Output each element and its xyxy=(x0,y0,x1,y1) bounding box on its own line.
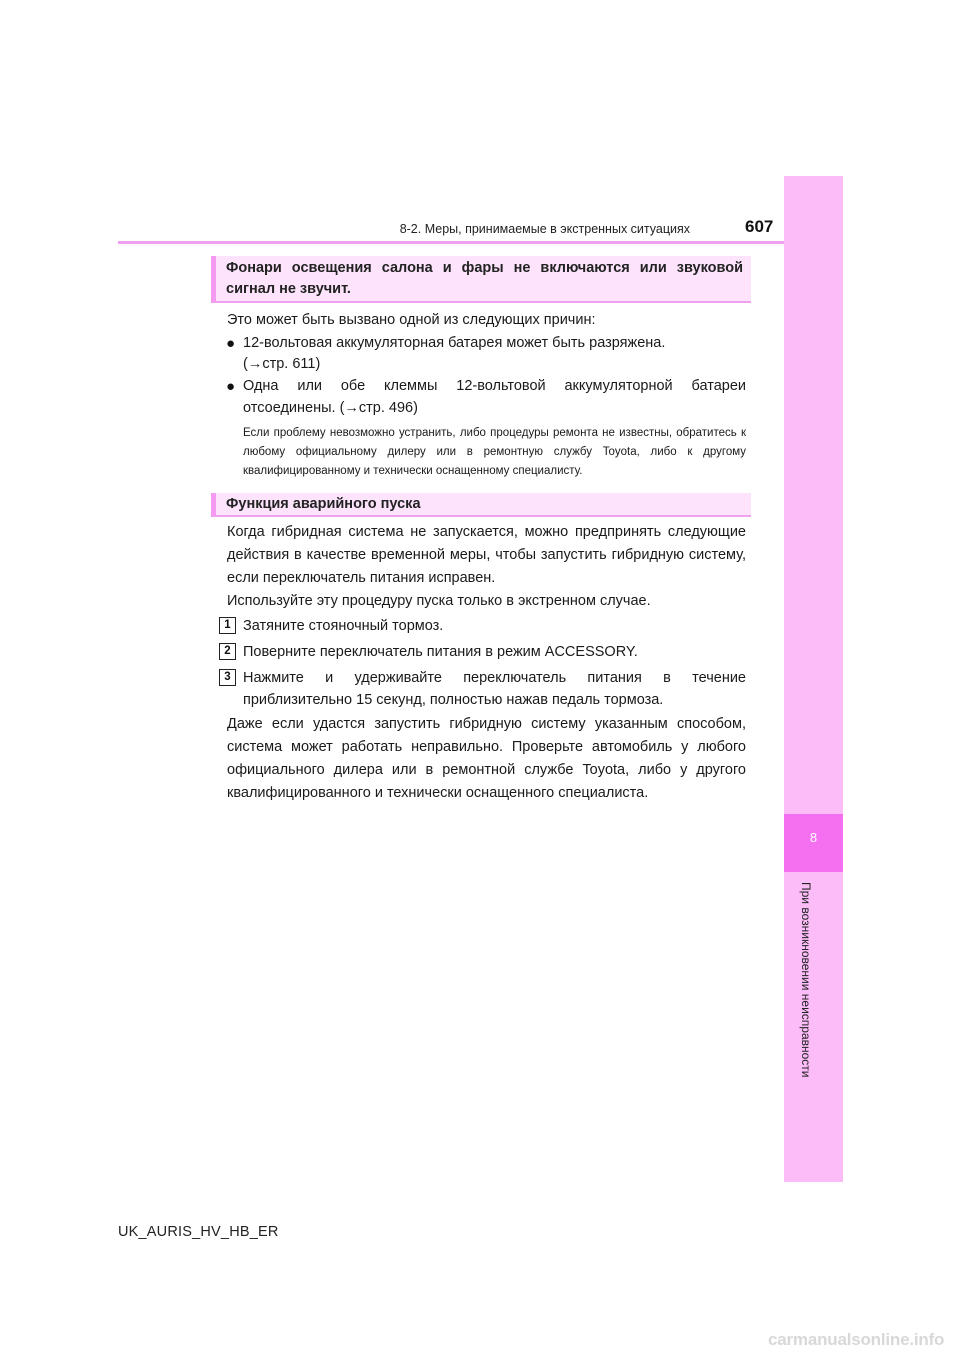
chapter-side-tab xyxy=(784,176,843,1182)
section2-intro: Когда гибридная система не запускается, можно предпринять следующие действия в качестве временной меры, чтобы запустить гибридную систему, если переключатель питания исправен. xyxy=(227,524,746,586)
step-3-text-line2: приблизительно 15 секунд, полностью нажав педаль тормоза. xyxy=(243,692,664,708)
bullet-icon: ● xyxy=(226,378,236,395)
section-heading-emergency-start: Функция аварийного пуска xyxy=(211,493,751,517)
bullet-2-line2: отсоединены. (→стр. 496) xyxy=(243,400,418,416)
section1-intro: Это может быть вызвано одной из следующих причин: xyxy=(227,312,596,328)
chapter-number-block xyxy=(784,814,843,872)
step-2-text: Поверните переключатель питания в режим ACCESSORY. xyxy=(243,644,638,660)
footer-code: UK_AURIS_HV_HB_ER xyxy=(118,1224,279,1240)
step-3-text-line1: Нажмите и удерживайте переключатель питания в течение xyxy=(243,670,746,686)
bullet-1-line2: (→стр. 611) xyxy=(243,356,321,372)
section-heading-lights: Фонари освещения салона и фары не включаются или звуковой сигнал не звучит. xyxy=(211,256,751,303)
step-1-text: Затяните стояночный тормоз. xyxy=(243,618,444,634)
step-number-3: 3 xyxy=(219,669,236,686)
chapter-number: 8 xyxy=(809,830,818,845)
step-number-1: 1 xyxy=(219,617,236,634)
section-title: 8-2. Меры, принимаемые в экстренных ситуациях xyxy=(399,222,690,236)
section2-usage: Используйте эту процедуру пуска только в экстренном случае. xyxy=(227,593,651,609)
bullet-2-line1: Одна или обе клеммы 12-вольтовой аккумуляторной батареи xyxy=(243,378,746,394)
page-number: 607 xyxy=(745,217,774,236)
bullet-1-line1: 12-вольтовая аккумуляторная батарея может быть разряжена. xyxy=(243,335,666,351)
step-number-2: 2 xyxy=(219,643,236,660)
bullet-icon: ● xyxy=(226,335,236,352)
section2-closing: Даже если удастся запустить гибридную систему указанным способом, система может работать неправильно. Проверьте автомобиль у любого официального дилера или в ремонтной службе Toyota, либо у другого квалифицированного и технически оснащенного специалиста. xyxy=(227,716,746,801)
header-divider xyxy=(118,241,842,244)
chapter-title: При возникновении неисправности xyxy=(799,882,813,1078)
section1-note: Если проблему невозможно устранить, либо процедуры ремонта не известны, обратитесь к любому официальному дилеру или в ремонтную службу Toyota, либо к другому квалифицированному и технически оснащенному специалисту. xyxy=(243,427,746,477)
watermark: carmanualsonline.info xyxy=(768,1330,945,1349)
